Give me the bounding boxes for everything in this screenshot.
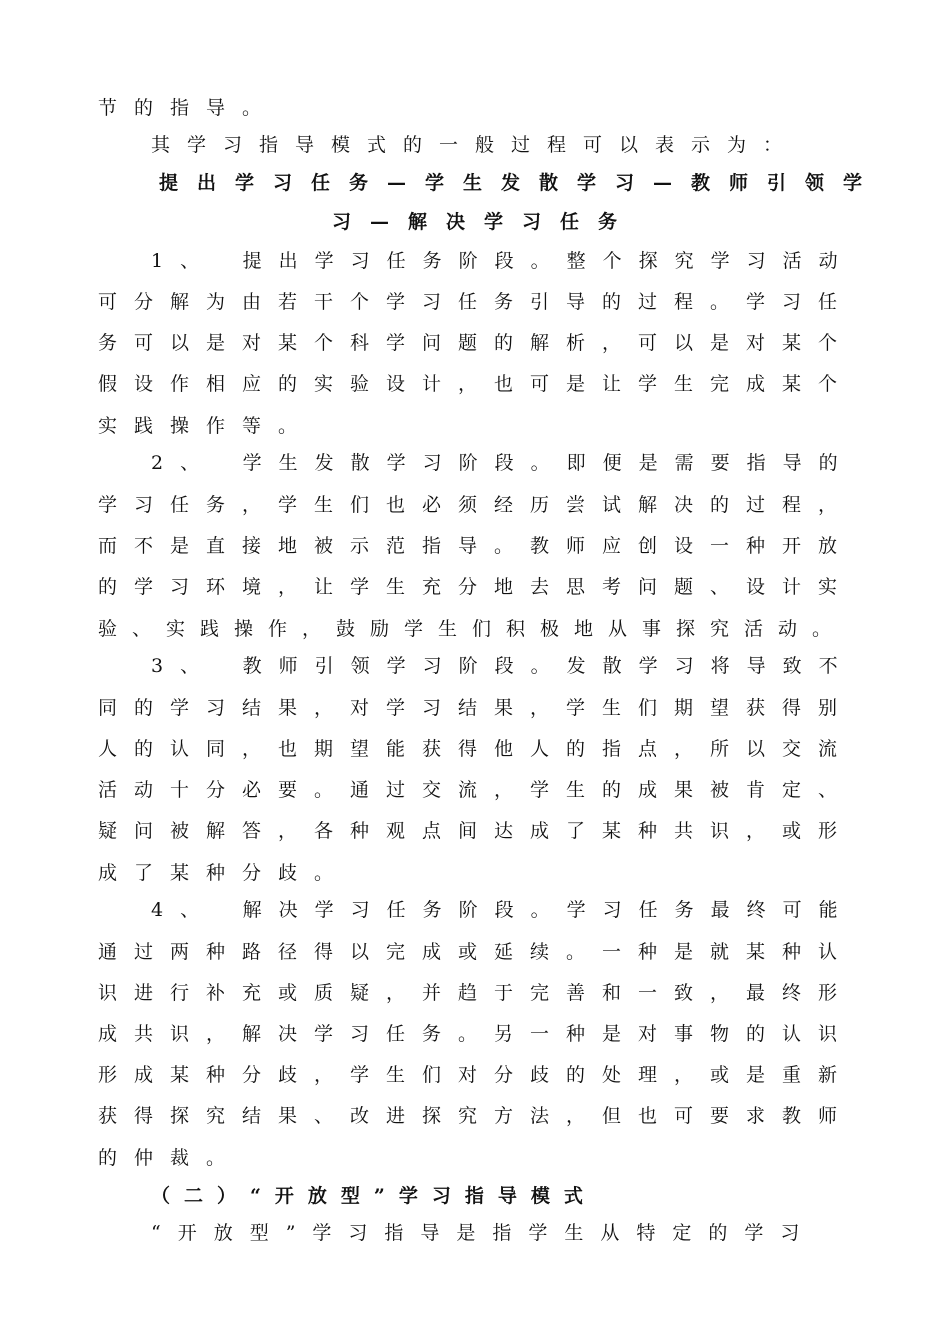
text-line: 活动十分必要。通过交流，学生的成果被肯定、: [98, 779, 855, 801]
text-line: 的学习环境，让学生充分地去思考问题、设计实: [98, 576, 855, 598]
text-line: 验、实践操作，鼓励学生们积极地从事探究活动。: [98, 618, 847, 640]
text-line: 形成某种分歧，学生们对分歧的处理，或是重新: [98, 1064, 855, 1086]
text-line: 实践操作等。: [98, 415, 315, 437]
text-line: 通过两种路径得以完成或延续。一种是就某种认: [98, 941, 855, 963]
text-line: 成共识，解决学习任务。另一种是对事物的认识: [98, 1023, 855, 1045]
text-line: 可分解为由若干个学习任务引导的过程。学习任: [98, 291, 855, 313]
list-item-heading: 2、 学生发散学习阶段。即便是需要指导的: [151, 452, 855, 474]
text-line: 成了某种分歧。: [98, 862, 351, 884]
text-line: 识进行补充或质疑，并趋于完善和一致，最终形: [98, 982, 855, 1004]
text-line: 其学习指导模式的一般过程可以表示为：: [151, 134, 800, 156]
list-item-heading: 1、 提出学习任务阶段。整个探究学习活动: [151, 250, 855, 272]
section-heading: （二）“开放型”学习指导模式: [151, 1185, 597, 1207]
process-formula: 提出学习任务—学生发散学习—教师引领学: [159, 172, 882, 194]
text-line: 节的指导。: [98, 97, 279, 119]
text-line: 的仲裁。: [98, 1147, 243, 1169]
text-line: 而不是直接地被示范指导。教师应创设一种开放: [98, 535, 855, 557]
list-item-heading: 4、 解决学习任务阶段。学习任务最终可能: [151, 899, 855, 921]
text-line: 获得探究结果、改进探究方法，但也可要求教师: [98, 1105, 855, 1127]
text-line: “开放型”学习指导是指学生从特定的学习: [151, 1222, 817, 1244]
text-line: 学习任务，学生们也必须经历尝试解决的过程，: [98, 494, 855, 516]
text-line: 务可以是对某个科学问题的解析，可以是对某个: [98, 332, 855, 354]
list-item-heading: 3、 教师引领学习阶段。发散学习将导致不: [151, 655, 855, 677]
text-line: 疑问被解答，各种观点间达成了某种共识，或形: [98, 820, 855, 842]
text-line: 同的学习结果，对学习结果，学生们期望获得别: [98, 697, 855, 719]
process-formula: 习—解决学习任务: [332, 211, 637, 233]
text-line: 人的认同，也期望能获得他人的指点，所以交流: [98, 738, 855, 760]
text-line: 假设作相应的实验设计，也可是让学生完成某个: [98, 373, 855, 395]
